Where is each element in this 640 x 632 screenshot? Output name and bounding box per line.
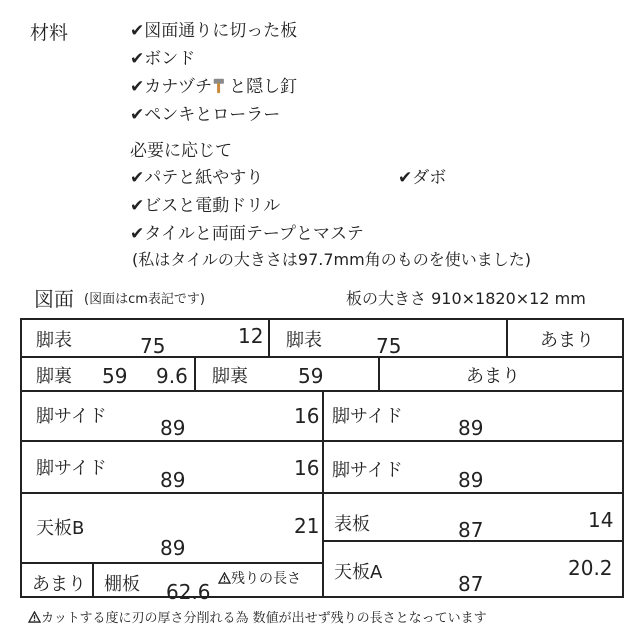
- material-item: [130, 72, 297, 97]
- checkmark-icon: ✔: [130, 49, 145, 69]
- material-item: [130, 16, 297, 41]
- material-text: カナヅチ: [144, 77, 213, 97]
- piece-label: あまり: [466, 366, 520, 387]
- material-item: [130, 100, 280, 125]
- piece-width: 75: [376, 334, 402, 358]
- piece-width: 89: [458, 416, 484, 440]
- piece-height: 16: [294, 404, 320, 428]
- hammer-icon: [212, 77, 229, 94]
- material-item: [130, 219, 364, 244]
- divider: [378, 356, 380, 390]
- material-text: ボンド: [144, 49, 196, 69]
- divider: [194, 356, 196, 390]
- divider: [268, 320, 270, 356]
- material-text: ダボ: [412, 168, 447, 188]
- checkmark-icon: ✔: [130, 224, 145, 244]
- piece-width: 59: [102, 364, 128, 388]
- materials-title: 材料: [30, 22, 69, 44]
- piece-label: 脚裏: [212, 366, 248, 387]
- piece-height: 20.2: [568, 556, 613, 580]
- piece-width: 89: [160, 416, 186, 440]
- piece-label: 脚表: [286, 330, 322, 351]
- piece-width: 89: [160, 468, 186, 492]
- checkmark-icon: ✔: [398, 168, 413, 188]
- checkmark-icon: ✔: [130, 105, 145, 125]
- remaining-length: [218, 568, 301, 588]
- piece-label: 脚裏: [36, 366, 72, 387]
- piece-label: あまり: [32, 574, 86, 595]
- piece-label: 脚サイド: [332, 406, 403, 427]
- material-text: パテと紙やすり: [144, 168, 264, 188]
- diagram-note: (図面はcm表記です): [84, 292, 205, 307]
- material-item: [398, 163, 446, 188]
- diagram-title: 図面: [34, 287, 74, 311]
- piece-width: 59: [298, 364, 324, 388]
- material-item: [130, 191, 280, 216]
- checkmark-icon: ✔: [130, 77, 145, 97]
- board-size: 板の大きさ 910×1820×12 mm: [346, 289, 586, 308]
- divider: [322, 390, 324, 596]
- piece-label: 脚サイド: [36, 458, 107, 479]
- piece-width: 89: [160, 536, 186, 560]
- piece-width: 87: [458, 572, 484, 596]
- checkmark-icon: ✔: [130, 196, 145, 216]
- material-text: ペンキとローラー: [144, 105, 281, 125]
- piece-height: 9.6: [156, 364, 188, 388]
- optional-heading: 必要に応じて: [130, 141, 232, 161]
- piece-width: 87: [458, 518, 484, 542]
- cutting-diagram: [20, 318, 624, 604]
- material-text: と隠し釘: [229, 77, 298, 97]
- material-item: [130, 44, 195, 69]
- divider: [22, 562, 322, 564]
- material-text: ビスと電動ドリル: [144, 196, 281, 216]
- divider: [92, 562, 94, 596]
- footer-note: [28, 607, 487, 626]
- divider: [22, 356, 622, 358]
- piece-label: 棚板: [104, 574, 140, 595]
- piece-label: あまり: [540, 330, 594, 351]
- piece-height: 14: [588, 508, 614, 532]
- material-text: タイルと両面テープとマステ: [144, 224, 364, 244]
- piece-height: 12: [238, 324, 264, 348]
- material-text: 図面通りに切った板: [144, 21, 298, 41]
- material-item: [130, 163, 263, 188]
- piece-height: 16: [294, 456, 320, 480]
- divider: [506, 320, 508, 356]
- checkmark-icon: ✔: [130, 168, 145, 188]
- piece-label: 脚表: [36, 330, 72, 351]
- remaining-length-label: 残りの長さ: [231, 571, 301, 587]
- piece-label: 天板B: [36, 518, 85, 539]
- checkmark-icon: ✔: [130, 21, 145, 41]
- tile-note: (私はタイルの大きさは97.7mm角のものを使いました): [132, 250, 531, 269]
- warning-icon: [218, 572, 231, 584]
- piece-width: 89: [458, 468, 484, 492]
- piece-height: 21: [294, 514, 320, 538]
- piece-label: 天板A: [334, 562, 383, 583]
- piece-label: 脚サイド: [36, 406, 107, 427]
- piece-label: 表板: [334, 514, 370, 535]
- piece-width: 62.6: [166, 580, 211, 604]
- warning-icon: [28, 611, 41, 623]
- footer-note-text: カットする度に刃の厚さ分削れる為 数値が出せず残りの長さとなっています: [41, 611, 487, 626]
- piece-label: 脚サイド: [332, 460, 403, 481]
- piece-width: 75: [140, 334, 166, 358]
